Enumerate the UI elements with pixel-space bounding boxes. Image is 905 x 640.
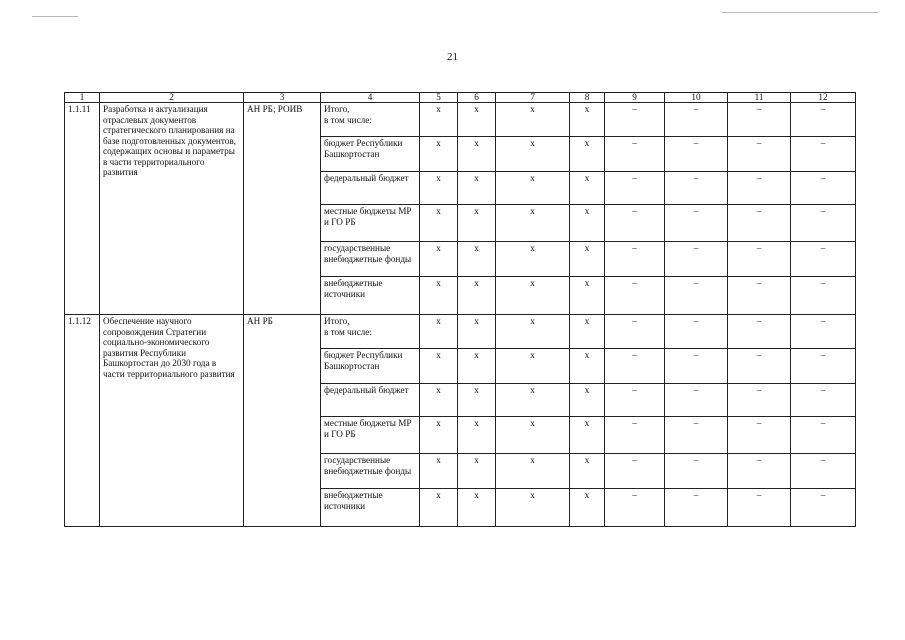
value-mark-x: x: [570, 349, 605, 384]
value-mark-x: x: [496, 417, 570, 454]
value-mark-dash: –: [728, 172, 791, 205]
funding-source: Итого, в том числе:: [321, 315, 420, 349]
value-mark-dash: –: [728, 315, 791, 349]
value-mark-x: x: [420, 172, 458, 205]
value-mark-x: x: [496, 489, 570, 527]
value-mark-dash: –: [728, 103, 791, 137]
value-mark-dash: –: [665, 489, 728, 527]
value-mark-dash: –: [605, 172, 665, 205]
value-mark-dash: –: [791, 172, 856, 205]
value-mark-x: x: [458, 205, 496, 242]
value-mark-dash: –: [665, 277, 728, 315]
value-mark-dash: –: [605, 349, 665, 384]
col-header-8: 8: [570, 93, 605, 103]
funding-source: Итого, в том числе:: [321, 103, 420, 137]
value-mark-dash: –: [728, 242, 791, 277]
col-header-10: 10: [665, 93, 728, 103]
funding-source: бюджет Республики Башкортостан: [321, 137, 420, 172]
value-mark-dash: –: [728, 349, 791, 384]
value-mark-x: x: [570, 277, 605, 315]
value-mark-dash: –: [791, 417, 856, 454]
value-mark-x: x: [570, 205, 605, 242]
col-header-12: 12: [791, 93, 856, 103]
value-mark-dash: –: [665, 454, 728, 489]
value-mark-dash: –: [605, 454, 665, 489]
value-mark-x: x: [496, 454, 570, 489]
value-mark-x: x: [420, 242, 458, 277]
value-mark-x: x: [570, 242, 605, 277]
col-header-1: 1: [65, 93, 100, 103]
value-mark-dash: –: [605, 277, 665, 315]
value-mark-dash: –: [665, 384, 728, 417]
value-mark-x: x: [458, 137, 496, 172]
funding-source: государственные внебюджетные фонды: [321, 242, 420, 277]
measure-number: 1.1.12: [65, 315, 100, 527]
value-mark-x: x: [420, 489, 458, 527]
value-mark-dash: –: [791, 384, 856, 417]
value-mark-dash: –: [665, 349, 728, 384]
value-mark-dash: –: [791, 349, 856, 384]
value-mark-dash: –: [728, 137, 791, 172]
value-mark-x: x: [458, 172, 496, 205]
col-header-2: 2: [100, 93, 244, 103]
funding-source: местные бюджеты МР и ГО РБ: [321, 417, 420, 454]
value-mark-x: x: [570, 489, 605, 527]
value-mark-x: x: [570, 315, 605, 349]
value-mark-x: x: [420, 137, 458, 172]
value-mark-dash: –: [665, 315, 728, 349]
value-mark-x: x: [496, 315, 570, 349]
scan-artifact-right: [722, 12, 878, 13]
col-header-5: 5: [420, 93, 458, 103]
value-mark-dash: –: [665, 242, 728, 277]
value-mark-dash: –: [665, 103, 728, 137]
funding-source: бюджет Республики Башкортостан: [321, 349, 420, 384]
value-mark-dash: –: [791, 454, 856, 489]
responsible-executor: АН РБ; РОИВ: [244, 103, 321, 315]
value-mark-dash: –: [728, 205, 791, 242]
value-mark-x: x: [496, 103, 570, 137]
col-header-3: 3: [244, 93, 321, 103]
value-mark-x: x: [570, 172, 605, 205]
value-mark-dash: –: [791, 489, 856, 527]
value-mark-x: x: [420, 205, 458, 242]
value-mark-x: x: [570, 103, 605, 137]
value-mark-x: x: [458, 315, 496, 349]
value-mark-dash: –: [728, 454, 791, 489]
measure-name: Разработка и актуализация отраслевых документов стратегического планирования на базе подготовленных документов, содержащих основы и параметры в части территориального развития: [100, 103, 244, 315]
value-mark-x: x: [496, 205, 570, 242]
value-mark-x: x: [420, 277, 458, 315]
value-mark-dash: –: [605, 205, 665, 242]
measure-number: 1.1.11: [65, 103, 100, 315]
value-mark-x: x: [420, 103, 458, 137]
value-mark-dash: –: [728, 489, 791, 527]
value-mark-dash: –: [791, 315, 856, 349]
col-header-4: 4: [321, 93, 420, 103]
funding-source: государственные внебюджетные фонды: [321, 454, 420, 489]
value-mark-dash: –: [665, 205, 728, 242]
col-header-9: 9: [605, 93, 665, 103]
value-mark-dash: –: [791, 277, 856, 315]
value-mark-dash: –: [791, 137, 856, 172]
value-mark-x: x: [570, 454, 605, 489]
value-mark-x: x: [420, 454, 458, 489]
value-mark-dash: –: [605, 137, 665, 172]
value-mark-x: x: [420, 417, 458, 454]
value-mark-x: x: [570, 137, 605, 172]
value-mark-x: x: [420, 384, 458, 417]
value-mark-dash: –: [791, 242, 856, 277]
value-mark-dash: –: [605, 489, 665, 527]
value-mark-dash: –: [665, 137, 728, 172]
value-mark-dash: –: [605, 315, 665, 349]
value-mark-dash: –: [728, 417, 791, 454]
value-mark-x: x: [496, 277, 570, 315]
scan-artifact-left: [32, 16, 78, 17]
value-mark-x: x: [570, 384, 605, 417]
value-mark-dash: –: [665, 172, 728, 205]
value-mark-x: x: [458, 277, 496, 315]
table-body: [65, 103, 856, 527]
table-row: [65, 103, 856, 137]
funding-source: местные бюджеты МР и ГО РБ: [321, 205, 420, 242]
value-mark-x: x: [458, 489, 496, 527]
value-mark-x: x: [570, 417, 605, 454]
measures-table: [64, 92, 856, 527]
funding-source: федеральный бюджет: [321, 172, 420, 205]
value-mark-x: x: [496, 349, 570, 384]
value-mark-dash: –: [728, 277, 791, 315]
value-mark-x: x: [458, 417, 496, 454]
value-mark-x: x: [420, 349, 458, 384]
value-mark-x: x: [458, 384, 496, 417]
value-mark-dash: –: [605, 242, 665, 277]
value-mark-x: x: [458, 103, 496, 137]
value-mark-dash: –: [605, 384, 665, 417]
value-mark-x: x: [458, 454, 496, 489]
col-header-11: 11: [728, 93, 791, 103]
value-mark-x: x: [458, 242, 496, 277]
value-mark-dash: –: [605, 103, 665, 137]
page-number: 21: [447, 51, 458, 63]
value-mark-x: x: [458, 349, 496, 384]
value-mark-x: x: [496, 137, 570, 172]
funding-source: федеральный бюджет: [321, 384, 420, 417]
value-mark-dash: –: [728, 384, 791, 417]
value-mark-dash: –: [791, 103, 856, 137]
funding-source: внебюджетные источники: [321, 277, 420, 315]
value-mark-dash: –: [665, 417, 728, 454]
col-header-6: 6: [458, 93, 496, 103]
responsible-executor: АН РБ: [244, 315, 321, 527]
funding-source: внебюджетные источники: [321, 489, 420, 527]
measure-name: Обеспечение научного сопровождения Стратегии социально-экономического развития Республики Башкортостан до 2030 года в части территориального развития: [100, 315, 244, 527]
value-mark-x: x: [496, 172, 570, 205]
column-number-row: [65, 93, 856, 103]
value-mark-x: x: [420, 315, 458, 349]
value-mark-dash: –: [605, 417, 665, 454]
table-row: [65, 315, 856, 349]
col-header-7: 7: [496, 93, 570, 103]
value-mark-x: x: [496, 242, 570, 277]
value-mark-dash: –: [791, 205, 856, 242]
value-mark-x: x: [496, 384, 570, 417]
